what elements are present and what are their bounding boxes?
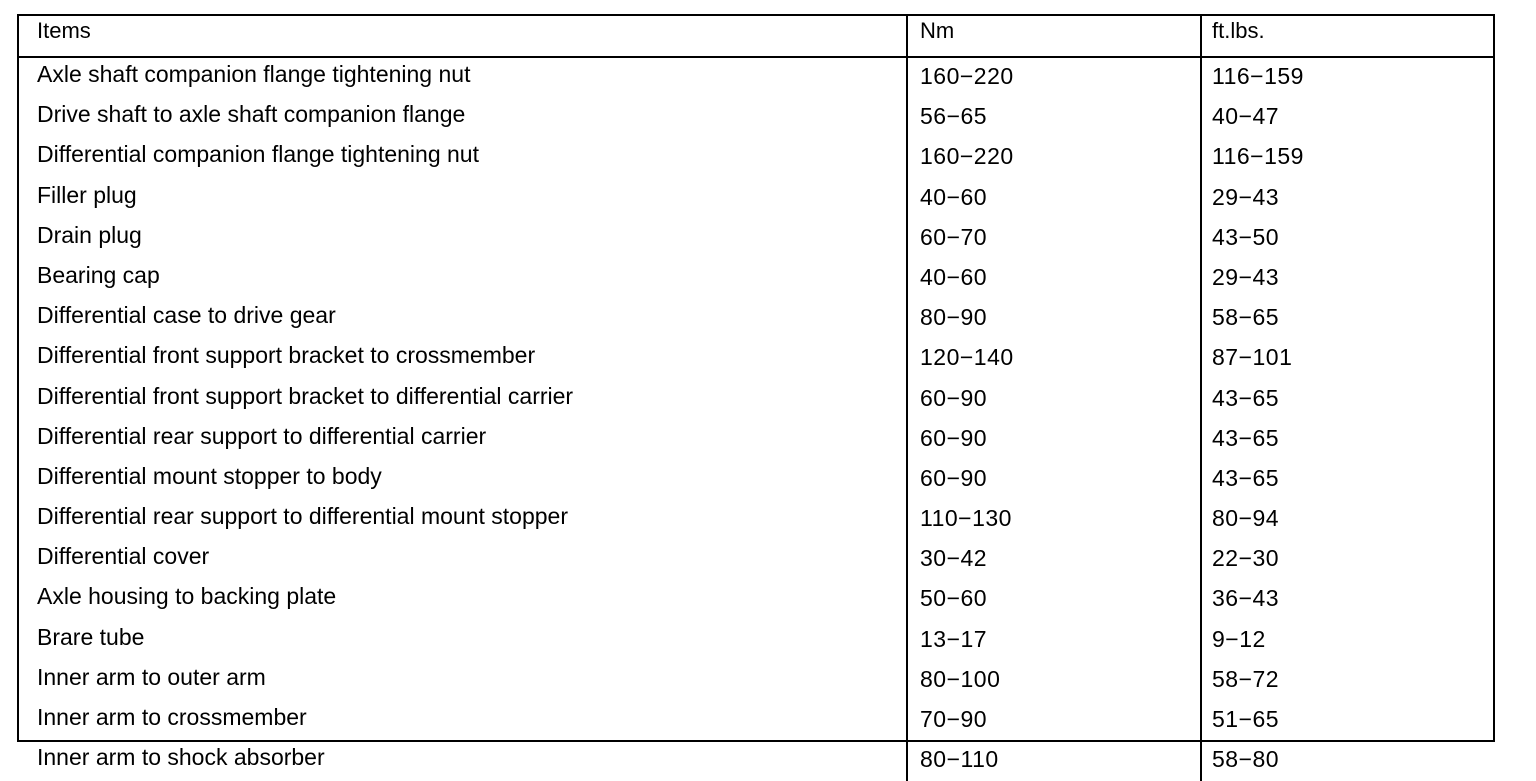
cell-item: Brare tube bbox=[37, 623, 145, 650]
cell-nm: 40−60 bbox=[907, 179, 1201, 219]
cell-ftlbs: 116−159 bbox=[1201, 57, 1493, 98]
cell-nm: 160−220 bbox=[907, 138, 1201, 178]
cell-item: Differential case to drive gear bbox=[37, 302, 336, 329]
cell-ftlbs: 58−72 bbox=[1201, 661, 1493, 701]
table-row bbox=[19, 179, 1493, 219]
table-row bbox=[19, 420, 1493, 460]
table-row bbox=[19, 339, 1493, 379]
cell-ftlbs: 36−43 bbox=[1201, 580, 1493, 620]
cell-nm: 60−70 bbox=[907, 219, 1201, 259]
cell-nm: 60−90 bbox=[907, 460, 1201, 500]
cell-ftlbs: 22−30 bbox=[1201, 540, 1493, 580]
cell-item: Axle shaft companion flange tightening nut bbox=[37, 61, 471, 87]
cell-item: Differential rear support to differential carrier bbox=[37, 422, 487, 449]
cell-ftlbs: 43−65 bbox=[1201, 420, 1493, 460]
cell-ftlbs: 29−43 bbox=[1201, 259, 1493, 299]
cell-nm: 30−42 bbox=[907, 540, 1201, 580]
cell-nm: 80−90 bbox=[907, 299, 1201, 339]
cell-ftlbs: 43−65 bbox=[1201, 380, 1493, 420]
table-row bbox=[19, 57, 1493, 98]
cell-ftlbs: 87−101 bbox=[1201, 339, 1493, 379]
header-items: Items bbox=[19, 16, 907, 57]
table-row bbox=[19, 741, 1493, 781]
table-row bbox=[19, 540, 1493, 580]
cell-nm: 60−90 bbox=[907, 380, 1201, 420]
cell-nm: 13−17 bbox=[907, 621, 1201, 661]
cell-item: Drive shaft to axle shaft companion flange bbox=[37, 101, 466, 128]
cell-ftlbs: 43−65 bbox=[1201, 460, 1493, 500]
cell-nm: 50−60 bbox=[907, 580, 1201, 620]
table-row bbox=[19, 259, 1493, 299]
cell-ftlbs: 58−80 bbox=[1201, 741, 1493, 781]
cell-item: Bearing cap bbox=[37, 261, 160, 288]
cell-ftlbs: 51−65 bbox=[1201, 701, 1493, 741]
cell-nm: 120−140 bbox=[907, 339, 1201, 379]
cell-item: Differential companion flange tightening nut bbox=[37, 141, 479, 168]
cell-nm: 60−90 bbox=[907, 420, 1201, 460]
cell-item: Axle housing to backing plate bbox=[37, 583, 337, 610]
cell-ftlbs: 9−12 bbox=[1201, 621, 1493, 661]
table-row bbox=[19, 219, 1493, 259]
table-header-row bbox=[19, 16, 1493, 57]
cell-item: Differential cover bbox=[37, 543, 210, 570]
cell-nm: 56−65 bbox=[907, 98, 1201, 138]
cell-ftlbs: 58−65 bbox=[1201, 299, 1493, 339]
table-row bbox=[19, 380, 1493, 420]
cell-item: Differential front support bracket to crossmember bbox=[37, 342, 536, 369]
cell-ftlbs: 116−159 bbox=[1201, 138, 1493, 178]
table-row bbox=[19, 299, 1493, 339]
cell-item: Filler plug bbox=[37, 181, 137, 208]
table-row bbox=[19, 98, 1493, 138]
cell-item: Drain plug bbox=[37, 221, 142, 248]
cell-nm: 70−90 bbox=[907, 701, 1201, 741]
table-row bbox=[19, 460, 1493, 500]
torque-spec-table bbox=[19, 16, 1493, 781]
torque-spec-sheet bbox=[17, 14, 1495, 773]
cell-item: Differential rear support to differential mount stopper bbox=[37, 503, 568, 530]
cell-ftlbs: 43−50 bbox=[1201, 219, 1493, 259]
cell-item: Differential mount stopper to body bbox=[37, 462, 382, 489]
cell-ftlbs: 40−47 bbox=[1201, 98, 1493, 138]
header-ftlbs: ft.lbs. bbox=[1201, 16, 1493, 57]
cell-nm: 160−220 bbox=[907, 57, 1201, 98]
cell-item: Inner arm to outer arm bbox=[37, 663, 266, 690]
cell-nm: 80−110 bbox=[907, 741, 1201, 781]
cell-nm: 110−130 bbox=[907, 500, 1201, 540]
table-row bbox=[19, 138, 1493, 178]
table-row bbox=[19, 701, 1493, 741]
cell-item: Differential front support bracket to differential carrier bbox=[37, 382, 574, 409]
table-row bbox=[19, 580, 1493, 620]
header-nm: Nm bbox=[907, 16, 1201, 57]
cell-ftlbs: 29−43 bbox=[1201, 179, 1493, 219]
cell-item: Inner arm to shock absorber bbox=[37, 744, 325, 771]
cell-item: Inner arm to crossmember bbox=[37, 704, 307, 730]
cell-nm: 40−60 bbox=[907, 259, 1201, 299]
table-row bbox=[19, 500, 1493, 540]
cell-nm: 80−100 bbox=[907, 661, 1201, 701]
table-row bbox=[19, 621, 1493, 661]
cell-ftlbs: 80−94 bbox=[1201, 500, 1493, 540]
table-row bbox=[19, 661, 1493, 701]
